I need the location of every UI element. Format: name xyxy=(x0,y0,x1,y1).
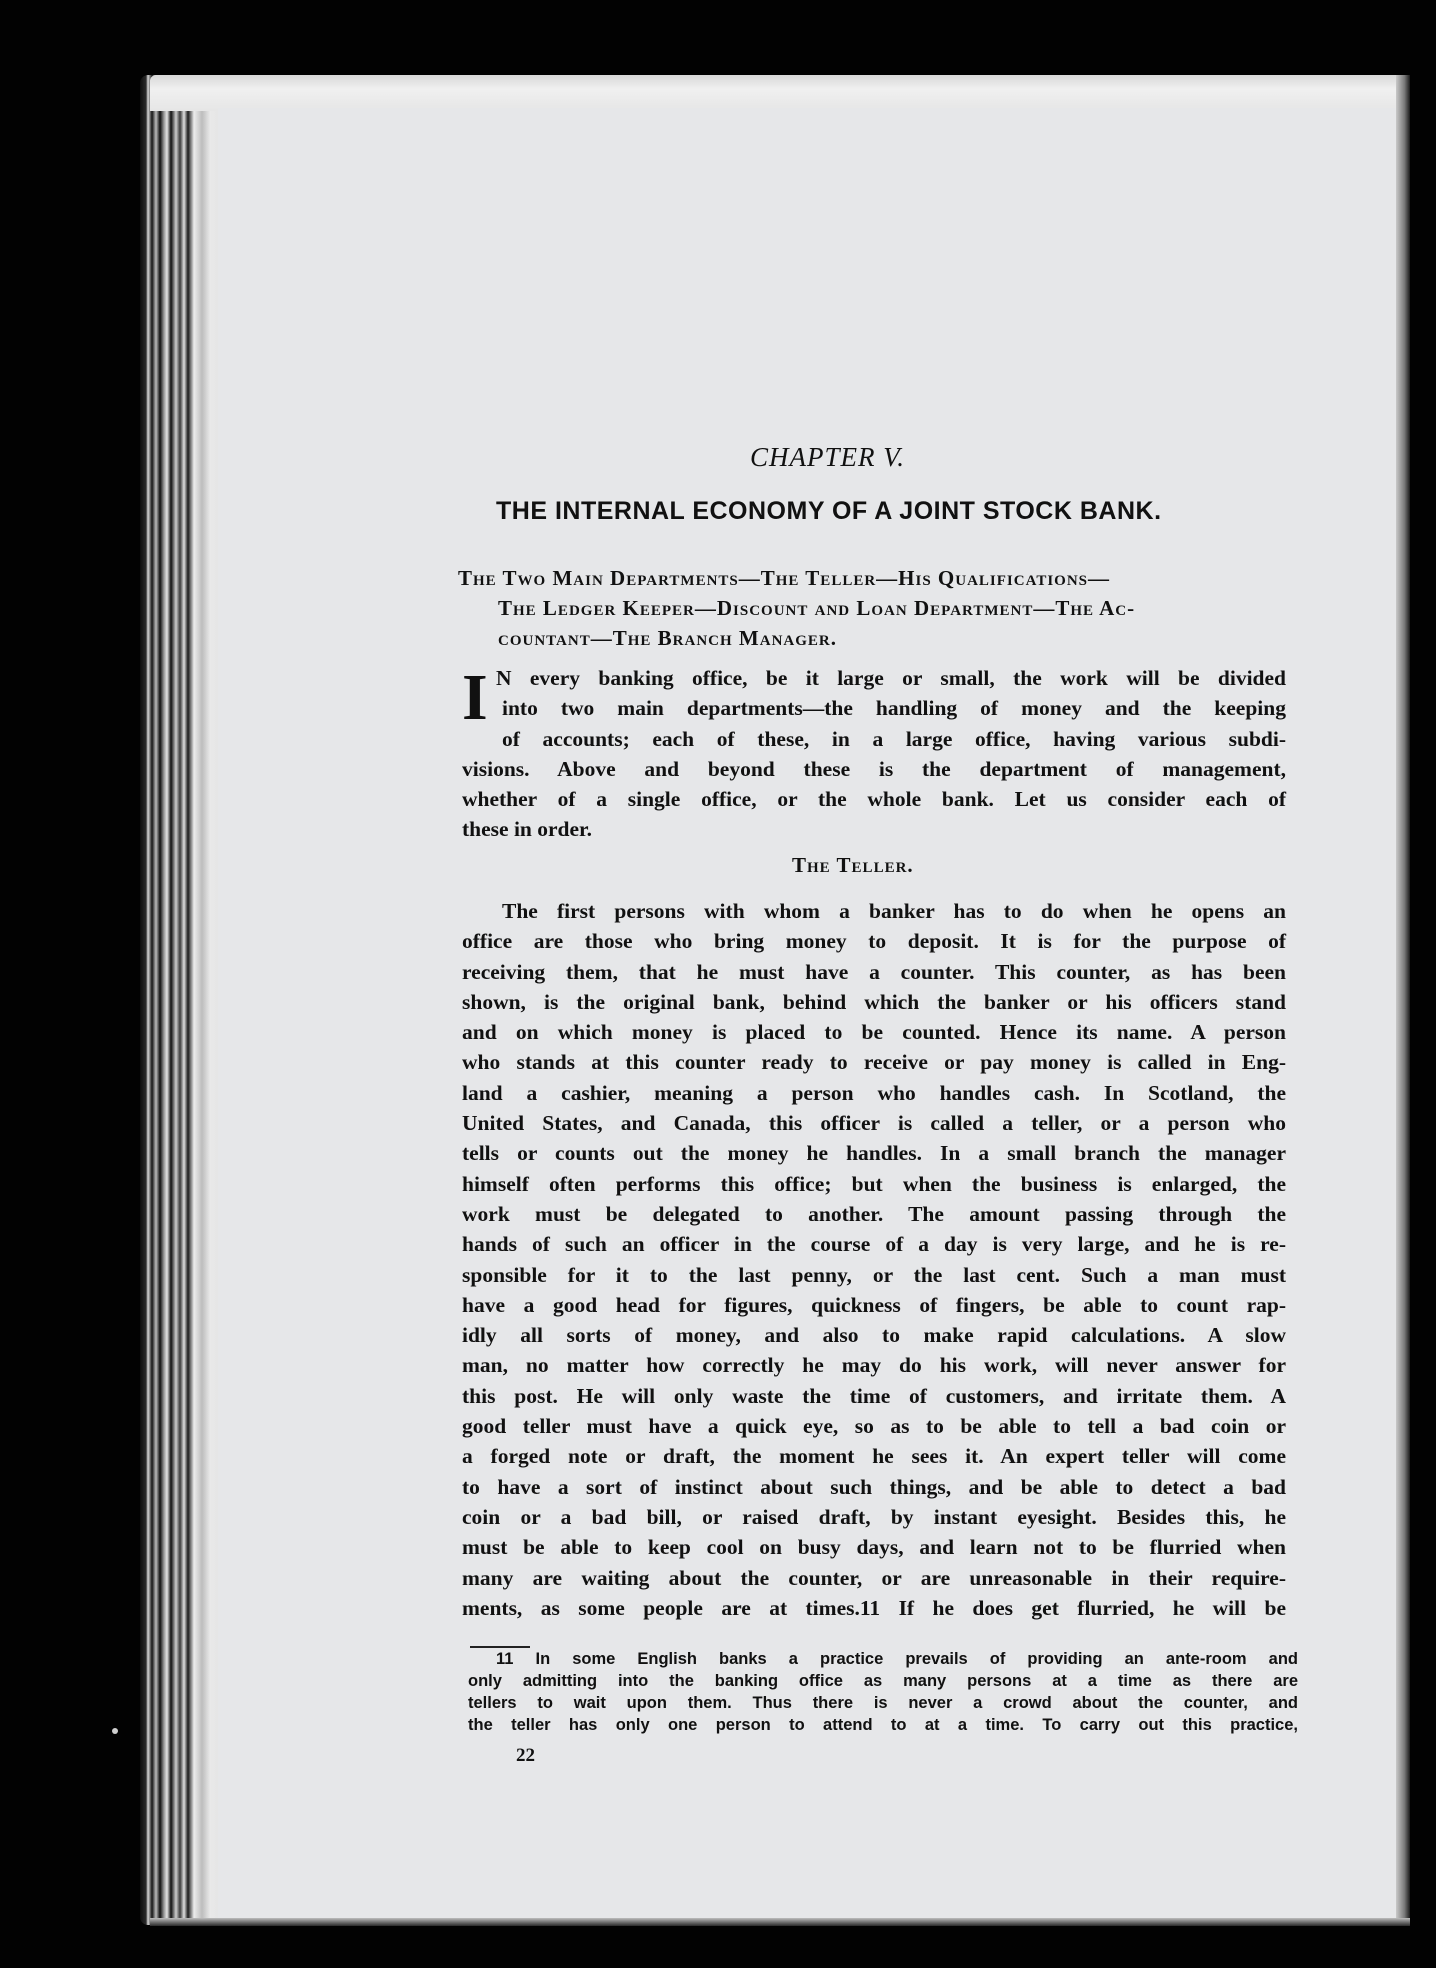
paragraph-line: office are those who bring money to deposit. It is for the purpose of xyxy=(462,929,1286,954)
paragraph-line: sponsible for it to the last penny, or the last cent. Such a man must xyxy=(462,1262,1286,1287)
topics-line: The Ledger Keeper—Discount and Loan Department—The Ac- xyxy=(498,596,1136,620)
footnote-line: the teller has only one person to attend to at a time. To carry out this practice, xyxy=(468,1716,1298,1734)
topics-line: countant—The Branch Manager. xyxy=(498,626,837,650)
paragraph-teller xyxy=(462,896,1286,1623)
paragraph-line: visions. Above and beyond these is the department of management, xyxy=(462,756,1286,781)
paragraph-line: idly all sorts of money, and also to make rapid calculations. A slow xyxy=(462,1323,1286,1348)
footnote-line: 11 In some English banks a practice prevails of providing an ante-room and xyxy=(496,1650,1298,1668)
paragraph-line: and on which money is placed to be counted. Hence its name. A person xyxy=(462,1020,1286,1045)
footnote-line: tellers to wait upon them. Thus there is never a crowd about the counter, and xyxy=(468,1694,1298,1712)
book-gutter-edge xyxy=(140,75,220,1925)
scan-speck xyxy=(112,1728,118,1734)
paragraph-line: these in order. xyxy=(462,817,592,842)
page-number: 22 xyxy=(516,1745,535,1766)
drop-cap: I xyxy=(462,661,488,734)
section-heading: The Teller. xyxy=(792,853,914,877)
paragraph-line: whether of a single office, or the whole bank. Let us consider each of xyxy=(462,787,1286,812)
paragraph-line: who stands at this counter ready to receive or pay money is called in Eng- xyxy=(462,1050,1286,1075)
paragraph-line: shown, is the original bank, behind which the banker or his officers stand xyxy=(462,989,1286,1014)
paragraph-line: The first persons with whom a banker has to do when he opens an xyxy=(502,899,1286,923)
paragraph-line: good teller must have a quick eye, so as to be able to tell a bad coin or xyxy=(462,1414,1286,1439)
paragraph-line: must be able to keep cool on busy days, and learn not to be flurried when xyxy=(462,1535,1286,1560)
paragraph-line: ments, as some people are at times.11 If he does get flurried, he will be xyxy=(462,1595,1286,1620)
paragraph-line: have a good head for figures, quickness of fingers, be able to count rap- xyxy=(462,1292,1286,1317)
paragraph-line: of accounts; each of these, in a large office, having various subdi- xyxy=(502,726,1286,751)
paragraph-line: land a cashier, meaning a person who handles cash. In Scotland, the xyxy=(462,1080,1286,1105)
paragraph-line: many are waiting about the counter, or are unreasonable in their require- xyxy=(462,1565,1286,1590)
chapter-topics xyxy=(458,563,1294,653)
chapter-title: THE INTERNAL ECONOMY OF A JOINT STOCK BANK. xyxy=(496,497,1162,525)
footnote-line: only admitting into the banking office as many persons at a time as there are xyxy=(468,1672,1298,1690)
paragraph-line: hands of such an officer in the course of a day is very large, and he is re- xyxy=(462,1232,1286,1257)
page-right-shadow xyxy=(1396,75,1410,1923)
paragraph-line: coin or a bad bill, or raised draft, by instant eyesight. Besides this, he xyxy=(462,1504,1286,1529)
chapter-heading: CHAPTER V. xyxy=(750,442,906,472)
paragraph-line: tells or counts out the money he handles. In a small branch the manager xyxy=(462,1141,1286,1166)
page-bottom-edge xyxy=(150,1918,1410,1926)
paragraph-intro xyxy=(462,663,1286,845)
page-top-edge xyxy=(150,75,1410,111)
paragraph-line: this post. He will only waste the time of customers, and irritate them. A xyxy=(462,1383,1286,1408)
paragraph-line: receiving them, that he must have a counter. This counter, as has been xyxy=(462,959,1286,984)
paragraph-line: work must be delegated to another. The amount passing through the xyxy=(462,1201,1286,1226)
paragraph-line: to have a sort of instinct about such things, and be able to detect a bad xyxy=(462,1474,1286,1499)
paragraph-line: himself often performs this office; but when the business is enlarged, the xyxy=(462,1171,1286,1196)
paragraph-line: N every banking office, be it large or small, the work will be divided xyxy=(496,666,1286,690)
paragraph-line: a forged note or draft, the moment he sees it. An expert teller will come xyxy=(462,1444,1286,1469)
paragraph-line: man, no matter how correctly he may do his work, will never answer for xyxy=(462,1353,1286,1378)
paragraph-line: United States, and Canada, this officer is called a teller, or a person who xyxy=(462,1111,1286,1136)
footnote xyxy=(468,1648,1298,1736)
topics-line: The Two Main Departments—The Teller—His Qualifications— xyxy=(458,566,1111,590)
paragraph-line: into two main departments—the handling of money and the keeping xyxy=(502,696,1286,721)
